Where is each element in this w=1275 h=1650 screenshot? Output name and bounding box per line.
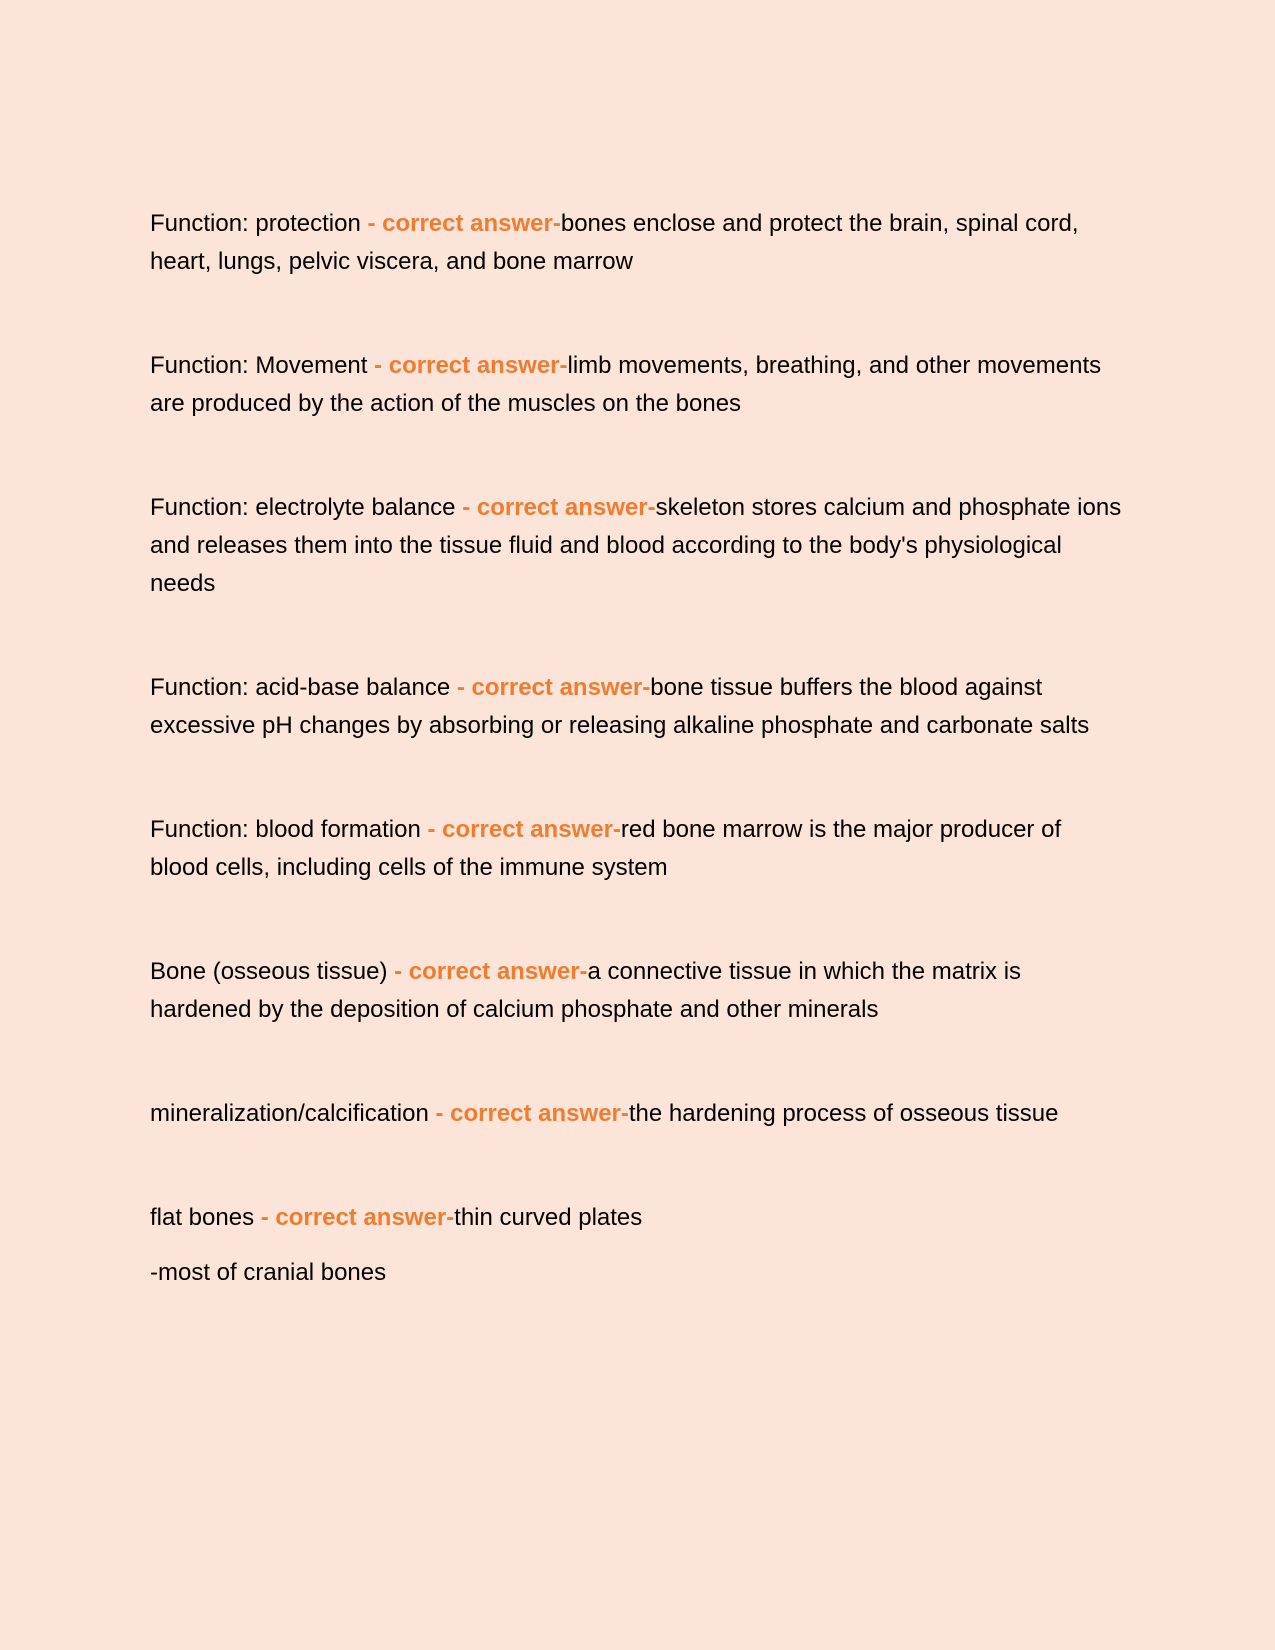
entry-definition: a connective tissue in which the matrix is hardened by the deposition of calcium phosphate and other minerals (150, 958, 1022, 1023)
correct-answer-marker: - correct answer- (462, 494, 656, 521)
entry-extra-line: -most of cranial bones (150, 1259, 387, 1286)
entry-term: Function: electrolyte balance (150, 494, 463, 521)
entry-text (150, 953, 1125, 1029)
entry-term: Bone (osseous tissue) (150, 958, 395, 985)
entry-definition: thin curved plates (454, 1204, 643, 1231)
entry-definition: red bone marrow is the major producer of blood cells, including cells of the immune system (150, 816, 1062, 881)
entry-text (150, 1199, 1125, 1237)
flashcard-entry (150, 811, 1125, 887)
entry-term: Function: Movement (150, 352, 375, 379)
entry-term: Function: protection (150, 210, 368, 237)
flashcard-entry (150, 205, 1125, 281)
correct-answer-marker: - correct answer- (456, 674, 651, 701)
flashcard-entry (150, 1095, 1125, 1133)
entry-term: flat bones (150, 1204, 261, 1231)
entry-text (150, 347, 1125, 423)
correct-answer-marker: - correct answer- (427, 816, 621, 843)
correct-answer-marker: - correct answer- (367, 210, 561, 237)
entry-text (150, 205, 1125, 281)
entry-text (150, 1095, 1125, 1133)
flashcard-entry (150, 347, 1125, 423)
entry-term: Function: acid-base balance (150, 674, 457, 701)
entry-text (150, 489, 1125, 603)
entry-text (150, 669, 1125, 745)
correct-answer-marker: - correct answer- (260, 1204, 455, 1231)
correct-answer-marker: - correct answer- (435, 1100, 629, 1127)
entry-text (150, 811, 1125, 887)
entry-term: mineralization/calcification (150, 1100, 436, 1127)
entry-definition: bones enclose and protect the brain, spinal cord, heart, lungs, pelvic viscera, and bone marrow (150, 210, 1079, 275)
flashcard-entry (150, 489, 1125, 603)
entry-definition: skeleton stores calcium and phosphate ions and releases them into the tissue fluid and blood according to the body's physiological needs (150, 494, 1122, 597)
correct-answer-marker: - correct answer- (374, 352, 568, 379)
entry-term: Function: blood formation (150, 816, 428, 843)
entry-definition: limb movements, breathing, and other movements are produced by the action of the muscles on the bones (150, 352, 1102, 417)
flashcard-entry (150, 953, 1125, 1029)
flashcard-entry (150, 1199, 1125, 1292)
correct-answer-marker: - correct answer- (394, 958, 588, 985)
flashcard-document (150, 205, 1125, 1358)
entry-definition: the hardening process of osseous tissue (628, 1100, 1059, 1127)
flashcard-entry (150, 669, 1125, 745)
entry-definition: bone tissue buffers the blood against excessive pH changes by absorbing or releasing alkaline phosphate and carbonate salts (150, 674, 1090, 739)
